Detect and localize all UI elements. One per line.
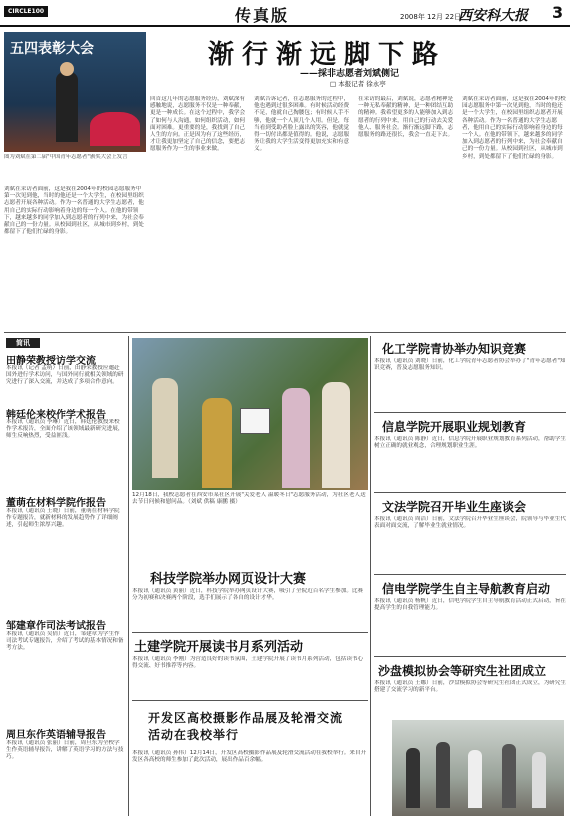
speaker-head: [60, 62, 74, 76]
brief-3-body: 本报讯（通讯员 王晓）日前，董萌在材料学院作专题报告，就新材料的发展趋势作了详细阐述，引起师生浓厚兴趣。: [6, 508, 120, 529]
photo-figure-2: [202, 398, 232, 488]
page-number: 3: [552, 3, 564, 22]
article-7-title: 信电学院学生自主导航教育启动: [382, 582, 551, 596]
article-5-body: 本报讯（通讯员 陈静）近日，信息学院开展职业规划教育系列活动，帮助学生树立正确的就业观念，合理规划职业生涯。: [374, 436, 566, 450]
briefs-tag: 简讯: [6, 338, 40, 348]
photo-sign: [240, 408, 270, 434]
article-8-title: 沙盘模拟协会等研究生社团成立: [378, 664, 547, 678]
right-column-rule: [370, 336, 371, 816]
issue-date: 2008年 12月 22日: [400, 13, 462, 21]
article-3-body: 本报讯（通讯员 孙伟）12月14日，开发区高校摄影作品展及轮滑交流活动在我校举行。来自开发区各高校的师生参加了此次活动，展出作品百余幅。: [132, 750, 367, 764]
feature-col-2: 回首这几年的志愿服务经历，刘斌深有感触地说，志愿服务不仅是一种奉献，更是一种成长。在这个过程中，我学会了如何与人沟通，如何组织活动，如何面对困难。更重要的是，我找到了自己人生的方向。正是因为有了这些经历，才让我更加坚定了自己的信念，要把志愿服务作为一生的事业来做。: [150, 96, 246, 153]
article-rule-3: [374, 412, 566, 413]
brief-5-title: 周旦东作英语辅导报告: [6, 730, 106, 741]
brief-3-title: 董萌在材料学院作报告: [6, 498, 106, 509]
article-4-body: 本报讯（通讯员 刘晓）日前，化工学院青年志愿者协会举办了"青年志愿者"知识竞赛，普及志愿服务知识。: [374, 358, 566, 372]
photo-figure-1: [152, 378, 178, 478]
brief-5-body: 本报讯（通讯员 张丽）日前，周旦东为全校学生作英语辅导报告，讲解了英语学习的方法与技巧。: [6, 740, 124, 761]
article-rule-6: [374, 656, 566, 657]
masthead-rule: [0, 25, 570, 27]
article-rule-5: [374, 574, 566, 575]
photo-banner-text: 五四表彰大会: [10, 41, 94, 57]
brief-2-body: 本报讯（通讯员 李琳）近日，韩廷伦教授来校作学术报告，全面介绍了该领域最新研究进展，师生反响热烈，受益匪浅。: [6, 419, 124, 440]
section-title: 传真版: [235, 6, 290, 25]
feature-photo: [4, 32, 146, 152]
runner-2: [436, 742, 450, 808]
running-photo: [392, 720, 564, 816]
article-8-body: 本报讯（通讯员 王娜）日前，沙盘模拟协会等研究生社团正式成立，为研究生搭建了交流学习的新平台。: [374, 680, 566, 694]
runner-1: [406, 748, 420, 808]
photo-figure-4: [322, 382, 350, 488]
article-7-body: 本报讯（通讯员 杨帆）近日，信电学院学生自主导航教育活动正式启动，旨在提高学生的自我管理能力。: [374, 598, 566, 612]
paper-logo: CIRCLE100: [4, 6, 48, 17]
runner-4: [502, 744, 516, 808]
feature-byline: □ 本报记者 徐永亭: [330, 80, 386, 88]
article-4-title: 化工学院青协举办知识竞赛: [382, 342, 527, 356]
runner-5: [532, 752, 546, 808]
feature-col-3: 刘斌告诉记者，在志愿服务的过程中，他也遇到过很多困难。有时候活动经费不足，他就自己掏腰包；有时候人手不够，他就一个人顶几个人用。但是，每当看到受助者脸上露出的笑容，他就觉得一切付出都是值得的。他说，志愿服务让我的大学生活变得更加充实和有意义。: [254, 96, 350, 153]
flower-bouquet: [90, 112, 140, 146]
article-2-body: 本报讯（通讯员 李刚）为营造良好的读书氛围，土建学院开展了读书月系列活动，包括读书心得交流、好书推荐等内容。: [132, 656, 364, 670]
feature-photo-caption: 图为刘斌在第二届"中国青年志愿者"颁奖大会上发言: [4, 154, 128, 160]
article-1-title: 科技学院举办网页设计大赛: [150, 572, 307, 587]
brief-4-body: 本报讯（通讯员 吴倩）近日，邹建章为学生作司法考试专题报告，介绍了考试的基本情况和备考方法。: [6, 631, 124, 652]
volunteer-photo: [132, 338, 368, 490]
feature-title: 渐行渐远脚下路: [208, 40, 447, 70]
feature-col-4: 在采访的最后，刘斌说，志愿者精神是一种无私奉献的精神，是一种团结互助的精神。我希望更多的人能够加入到志愿者的行列中来，用自己的行动去关爱他人、服务社会。渐行渐远脚下路，志愿服务的路还很长，我会一直走下去。: [358, 96, 454, 139]
article-6-title: 文法学院召开毕业生座谈会: [382, 500, 527, 514]
article-2-title: 土建学院开展读书月系列活动: [134, 640, 304, 655]
feature-col-5: 刘斌在采访者面前，这是我在2004年的校园志愿服务中第一次见到他，当时的他还是一个大学生，在校园里组织志愿者开展各种活动。作为一名普通的大学生志愿者，他用自己的实际行动影响着身边的每一个人。在他的带领下，越来越多的同学加入到志愿者的行列中来，为社会奉献自己的一份力量。从校园到社区，从城市到乡村，到处都留下了他们忙碌的身影。: [462, 96, 566, 160]
speaker-figure: [56, 72, 78, 142]
runner-3: [468, 750, 482, 808]
article-5-title: 信息学院开展职业规划教育: [382, 420, 527, 434]
volunteer-photo-caption: 12月18日，我校志愿者在西安市某社区开展"关爱老人 温暖冬日"志愿服务活动，为社区老人送去节日问候和慰问品。（刘斌 供稿 康鹏 摄）: [132, 492, 366, 506]
brief-2-title: 韩廷伦来校作学术报告: [6, 410, 106, 421]
brief-1-body: 本报讯（记者 孟萌）日前，田静荣教授应邀赴国外进行学术访问，与国外同行就相关领域的研究进行了深入交流，并达成了多项合作意向。: [6, 365, 124, 386]
brief-1-title: 田静荣教授访学交流: [6, 356, 96, 367]
brief-4-title: 邹建章作司法考试报告: [6, 621, 106, 632]
article-6-body: 本报讯（通讯员 周洁）日前，文法学院召开毕业生座谈会，院领导与毕业生代表面对面交流，了解毕业生就业情况。: [374, 516, 566, 530]
briefs-column-rule: [128, 336, 129, 816]
article-3-title: 开发区高校摄影作品展及轮滑交流活动在我校举行: [148, 711, 344, 742]
paper-name: 西安科大报: [458, 8, 528, 24]
article-1-body: 本报讯（通讯员 黄丽）近日，科技学院举办网页设计大赛，吸引了全院近百名学生参加。比赛分为初赛和决赛两个阶段，选手们展示了各自的设计才华。: [132, 588, 364, 602]
feature-col-1: 刘斌在采访者面前，这是我在2004年的校园志愿服务中第一次见到他，当时的他还是一个大学生，在校园里组织志愿者开展各种活动。作为一名普通的大学生志愿者，他用自己的实际行动影响着身边的每一个人。在他的带领下，越来越多的同学加入到志愿者的行列中来，为社会奉献自己的一份力量。从校园到社区，从城市到乡村，到处都留下了他们忙碌的身影。: [4, 186, 144, 236]
masthead: [0, 0, 570, 26]
article-rule-2: [132, 700, 368, 701]
feature-subtitle: ——採非志愿者刘斌侧记: [300, 69, 400, 79]
feature-bottom-rule: [4, 332, 566, 333]
photo-figure-3: [282, 388, 310, 488]
article-rule-1: [132, 632, 368, 633]
article-rule-4: [374, 492, 566, 493]
